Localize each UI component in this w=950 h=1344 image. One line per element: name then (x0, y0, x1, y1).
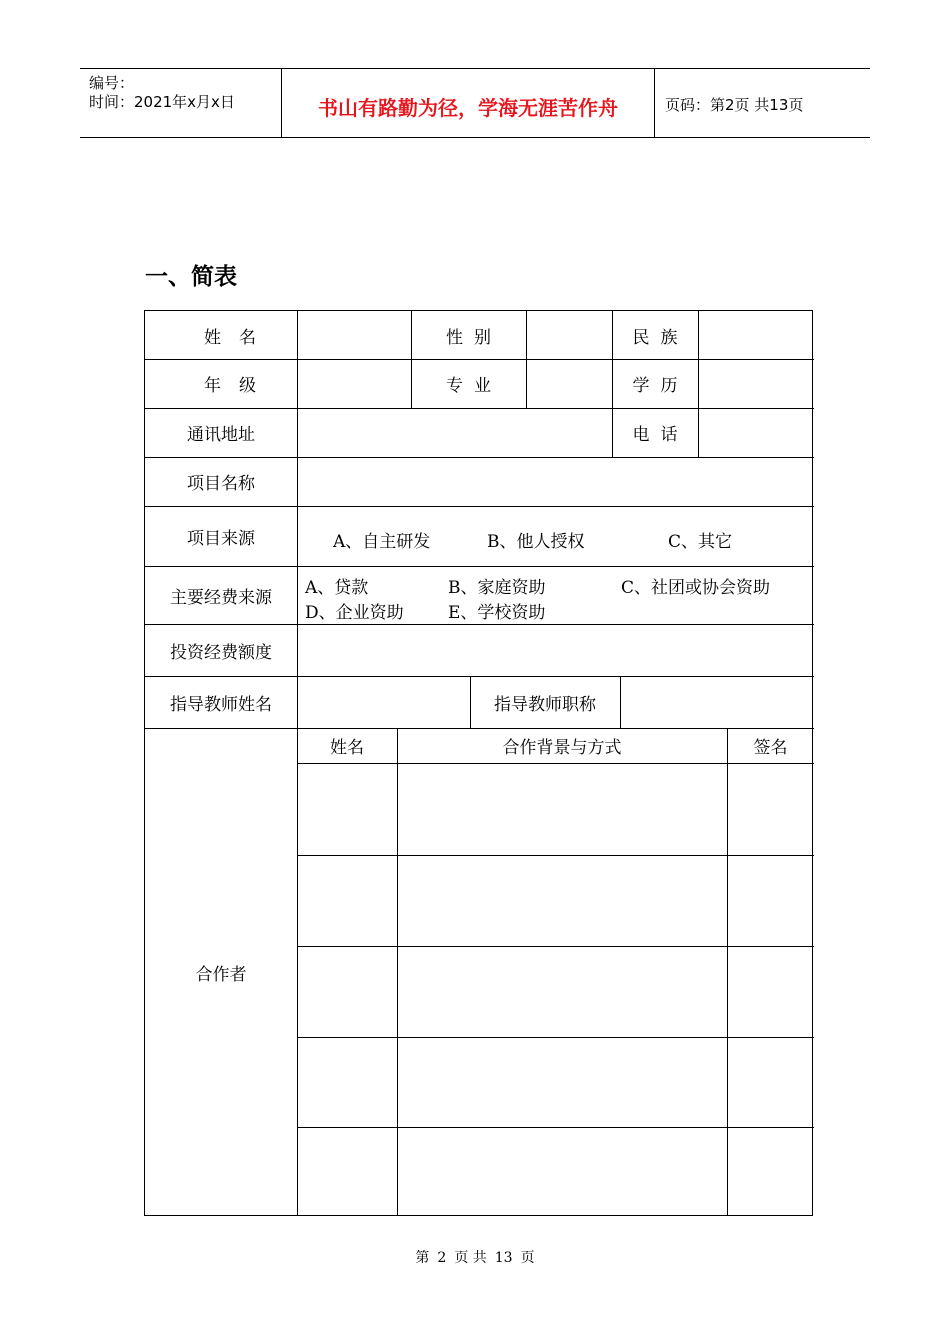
label-collaborators: 合作者 (195, 964, 247, 985)
label-gender-text: 性别 (446, 327, 502, 348)
col-divider (620, 676, 621, 728)
label-project-source: 项目来源 (187, 528, 255, 549)
label-advisor-title: 指导教师职称 (494, 694, 596, 715)
footer-mid: 页 共 (454, 1250, 487, 1266)
funding-option-d[interactable]: D、企业资助 (305, 603, 404, 623)
label-project-name: 项目名称 (187, 474, 255, 494)
label-education (612, 359, 698, 408)
collab-row-divider (297, 1127, 814, 1128)
motto-text: 书山有路勤为径，学海无涯苦作舟 (318, 96, 618, 120)
funding-option-c[interactable]: C、社团或协会资助 (621, 578, 771, 598)
label-phone-text: 电话 (632, 425, 689, 445)
footer-prefix: 第 (415, 1250, 430, 1266)
label-investment-amount: 投资经费额度 (170, 642, 272, 663)
collab-row-divider (297, 763, 814, 764)
label-address: 通讯地址 (187, 425, 255, 445)
col-divider (526, 311, 527, 408)
section-title: 一、简表 (145, 264, 237, 290)
summary-form-table (144, 310, 813, 1216)
label-funding-source: 主要经费来源 (170, 587, 272, 608)
label-major-text: 专业 (446, 376, 502, 396)
header-page-cell (655, 69, 870, 137)
project-source-option-a[interactable]: A、自主研发 (333, 532, 431, 552)
label-ethnicity (612, 311, 698, 359)
footer-total: 13 (494, 1250, 513, 1266)
collab-row-divider (297, 1037, 814, 1038)
project-source-option-b[interactable]: B、他人授权 (487, 532, 585, 552)
label-ethnicity-text: 民族 (632, 327, 689, 348)
label-education-text: 学历 (632, 376, 689, 396)
funding-option-e[interactable]: E、学校资助 (448, 603, 546, 623)
page-header (80, 68, 870, 138)
col-divider (397, 728, 398, 1216)
label-major (411, 359, 526, 408)
time-label: 时间：2021年x月x日 (89, 93, 235, 111)
label-gender (411, 311, 526, 359)
footer-page: 2 (437, 1250, 447, 1266)
header-motto-cell (282, 69, 655, 137)
footer-suffix: 页 (520, 1250, 535, 1266)
header-left-cell (80, 69, 282, 137)
collab-header-signature: 签名 (753, 738, 788, 758)
label-grade: 年级 (204, 376, 274, 396)
label-phone (612, 408, 698, 457)
col-divider (297, 311, 298, 1216)
label-advisor-name: 指导教师姓名 (170, 694, 272, 715)
collab-header-background: 合作背景与方式 (502, 738, 622, 758)
funding-option-b[interactable]: B、家庭资助 (448, 578, 546, 598)
number-label: 编号： (89, 74, 135, 92)
funding-option-a[interactable]: A、贷款 (305, 578, 369, 598)
col-divider (698, 311, 699, 457)
collab-row-divider (297, 855, 814, 856)
collab-header-name: 姓名 (330, 738, 364, 758)
label-name: 姓名 (204, 327, 274, 348)
col-divider (727, 728, 728, 1216)
project-source-option-c[interactable]: C、其它 (668, 532, 733, 552)
page-footer (0, 1247, 950, 1267)
collab-row-divider (297, 946, 814, 947)
header-page-info: 页码：第2页 共13页 (665, 96, 804, 114)
